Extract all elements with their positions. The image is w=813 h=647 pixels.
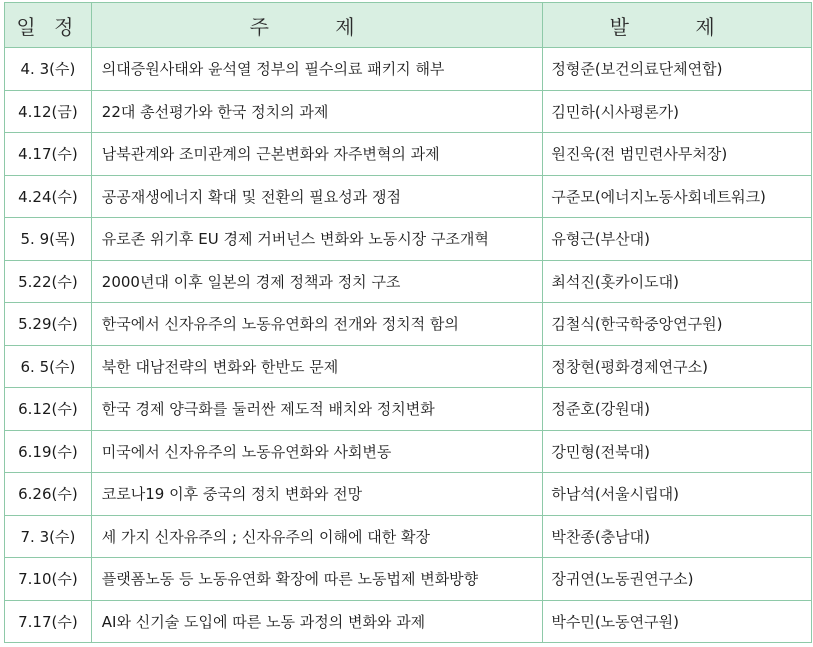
row-topic: 남북관계와 조미관계의 근본변화와 자주변혁의 과제 [91,133,543,176]
table-row [5,430,812,473]
row-topic: 한국 경제 양극화를 둘러싼 제도적 배치와 정치변화 [91,388,543,431]
row-topic: 미국에서 신자유주의 노동유연화와 사회변동 [91,430,543,473]
row-speaker: 원진욱(전 범민련사무처장) [543,133,812,176]
row-date: 5. 9(목) [5,218,92,261]
row-date: 4.17(수) [5,133,92,176]
row-topic: 한국에서 신자유주의 노동유연화의 전개와 정치적 함의 [91,303,543,346]
row-date: 6.12(수) [5,388,92,431]
row-topic: 코로나19 이후 중국의 정치 변화와 전망 [91,473,543,516]
row-speaker: 구준모(에너지노동사회네트워크) [543,175,812,218]
row-topic: 22대 총선평가와 한국 정치의 과제 [91,90,543,133]
table-row [5,473,812,516]
schedule-table [4,2,812,643]
row-speaker: 박수민(노동연구원) [543,600,812,643]
row-topic: 유로존 위기후 EU 경제 거버넌스 변화와 노동시장 구조개혁 [91,218,543,261]
row-date: 5.29(수) [5,303,92,346]
row-date: 6.19(수) [5,430,92,473]
row-date: 4.12(금) [5,90,92,133]
table-row [5,345,812,388]
table-header [5,3,812,48]
table-row [5,218,812,261]
table-row [5,303,812,346]
header-date: 일 정 [5,3,92,48]
table-row [5,48,812,91]
row-date: 6.26(수) [5,473,92,516]
header-row [5,3,812,48]
row-speaker: 최석진(홋카이도대) [543,260,812,303]
header-topic: 주 제 [91,3,543,48]
row-date: 7.10(수) [5,558,92,601]
row-speaker: 정형준(보건의료단체연합) [543,48,812,91]
row-speaker: 정창현(평화경제연구소) [543,345,812,388]
row-speaker: 유형근(부산대) [543,218,812,261]
table-row [5,515,812,558]
row-date: 4.24(수) [5,175,92,218]
row-topic: 플랫폼노동 등 노동유연화 확장에 따른 노동법제 변화방향 [91,558,543,601]
row-date: 6. 5(수) [5,345,92,388]
table-row [5,388,812,431]
row-speaker: 김민하(시사평론가) [543,90,812,133]
table-body [5,48,812,643]
row-speaker: 박찬종(충남대) [543,515,812,558]
header-speaker: 발 제 [543,3,812,48]
row-topic: 세 가지 신자유주의 ; 신자유주의 이해에 대한 확장 [91,515,543,558]
row-speaker: 장귀연(노동권연구소) [543,558,812,601]
row-speaker: 강민형(전북대) [543,430,812,473]
table-row [5,558,812,601]
row-topic: 북한 대남전략의 변화와 한반도 문제 [91,345,543,388]
table-row [5,175,812,218]
table-row [5,600,812,643]
row-topic: 공공재생에너지 확대 및 전환의 필요성과 쟁점 [91,175,543,218]
table-row [5,90,812,133]
row-topic: 2000년대 이후 일본의 경제 정책과 정치 구조 [91,260,543,303]
row-date: 7. 3(수) [5,515,92,558]
schedule-table-wrapper [4,2,812,643]
row-speaker: 하남석(서울시립대) [543,473,812,516]
table-row [5,133,812,176]
row-topic: 의대증원사태와 윤석열 정부의 필수의료 패키지 해부 [91,48,543,91]
row-date: 7.17(수) [5,600,92,643]
table-row [5,260,812,303]
row-date: 4. 3(수) [5,48,92,91]
row-date: 5.22(수) [5,260,92,303]
row-speaker: 정준호(강원대) [543,388,812,431]
row-topic: AI와 신기술 도입에 따른 노동 과정의 변화와 과제 [91,600,543,643]
row-speaker: 김철식(한국학중앙연구원) [543,303,812,346]
